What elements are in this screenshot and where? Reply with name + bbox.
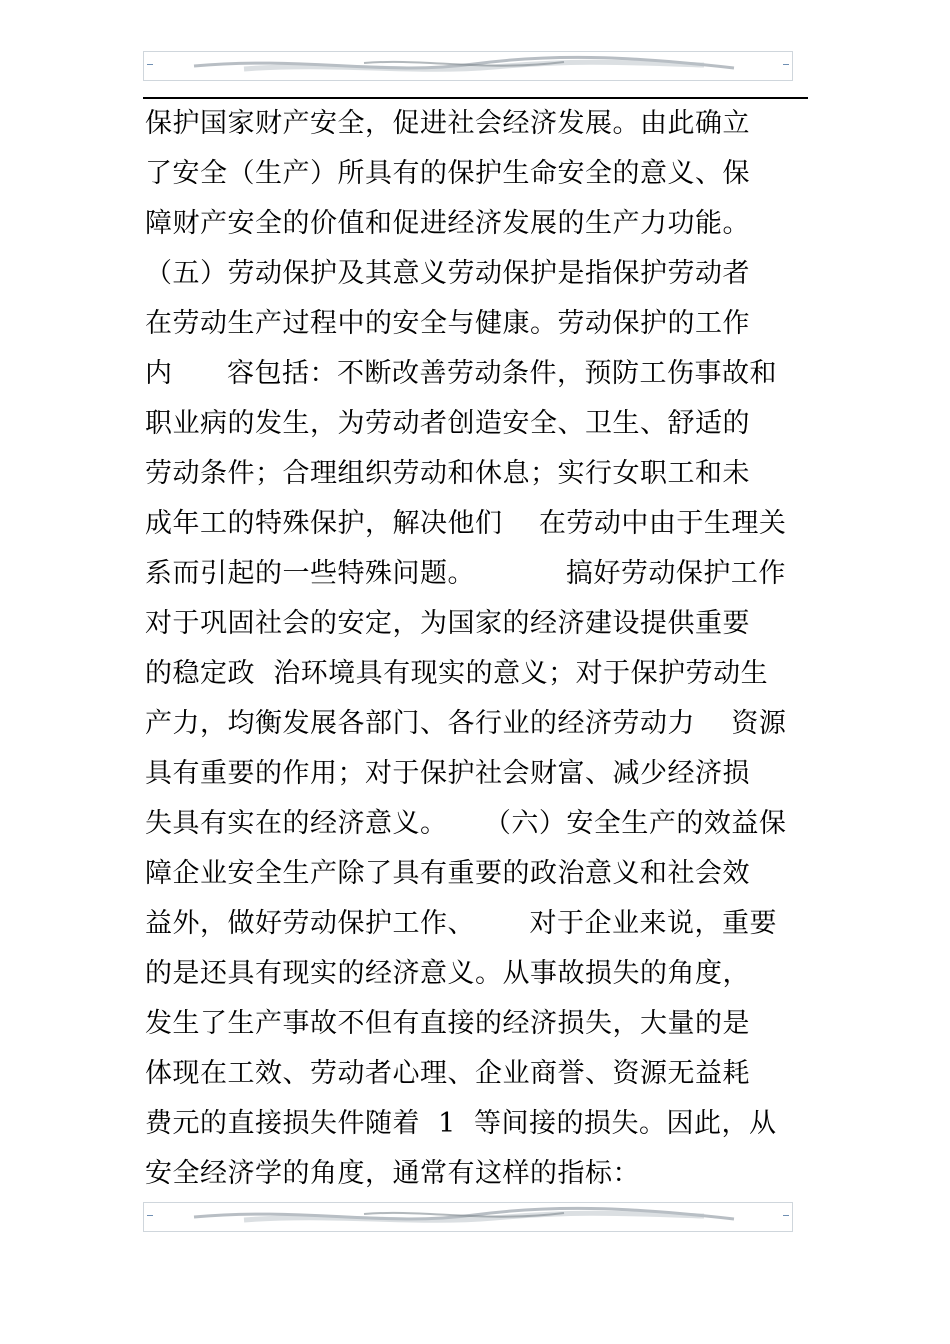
text-line-4: （五）劳动保护及其意义劳动保护是指保护劳动者 xyxy=(145,258,750,289)
text-line-7: 职业病的发生，为劳动者创造安全、卫生、舒适的 xyxy=(145,408,750,439)
text-line-17: 益外，做好劳动保护工作、 对于企业来说，重要 xyxy=(145,908,777,939)
text-line-21: 费元的直接损失件随着 1 等间接的损失。因此，从 xyxy=(145,1108,777,1139)
footer-mark-right xyxy=(783,1215,789,1216)
text-line-16: 障企业安全生产除了具有重要的政治意义和社会效 xyxy=(145,858,750,889)
text-line-15: 失具有实在的经济意义。 （六）安全生产的效益保 xyxy=(145,808,787,839)
text-line-22: 安全经济学的角度，通常有这样的指标： xyxy=(145,1158,640,1189)
text-line-6: 内 容包括：不断改善劳动条件，预防工伤事故和 xyxy=(145,358,777,389)
text-line-5: 在劳动生产过程中的安全与健康。劳动保护的工作 xyxy=(145,308,750,339)
text-line-3: 障财产安全的价值和促进经济发展的生产力功能。 xyxy=(145,208,750,239)
footer-mark-left xyxy=(147,1215,153,1216)
footer-flourish-icon xyxy=(184,1205,744,1229)
text-line-19: 发生了生产事故不但有直接的经济损失，大量的是 xyxy=(145,1008,750,1039)
document-body xyxy=(145,99,815,1199)
header-ornament-icon xyxy=(143,51,793,81)
text-line-18: 的是还具有现实的经济意义。从事故损失的角度， xyxy=(145,958,750,989)
text-line-20: 体现在工效、劳动者心理、企业商誉、资源无益耗 xyxy=(145,1058,750,1089)
text-line-13: 产力，均衡发展各部门、各行业的经济劳动力 资源 xyxy=(145,708,787,739)
text-line-8: 劳动条件；合理组织劳动和休息；实行女职工和未 xyxy=(145,458,750,489)
header-mark-left xyxy=(147,64,153,65)
footer-ornament-icon xyxy=(143,1202,793,1232)
text-line-14: 具有重要的作用；对于保护社会财富、减少经济损 xyxy=(145,758,750,789)
text-line-11: 对于巩固社会的安定，为国家的经济建设提供重要 xyxy=(145,608,750,639)
text-line-10: 系而引起的一些特殊问题。 搞好劳动保护工作 xyxy=(145,558,786,589)
text-line-9: 成年工的特殊保护，解决他们 在劳动中由于生理关 xyxy=(145,508,787,539)
header-flourish-icon xyxy=(184,54,744,78)
text-line-2: 了安全（生产）所具有的保护生命安全的意义、保 xyxy=(145,158,750,189)
text-line-12: 的稳定政 治环境具有现实的意义；对于保护劳动生 xyxy=(145,658,769,689)
header-mark-right xyxy=(783,64,789,65)
text-line-1: 保护国家财产安全，促进社会经济发展。由此确立 xyxy=(145,108,750,139)
